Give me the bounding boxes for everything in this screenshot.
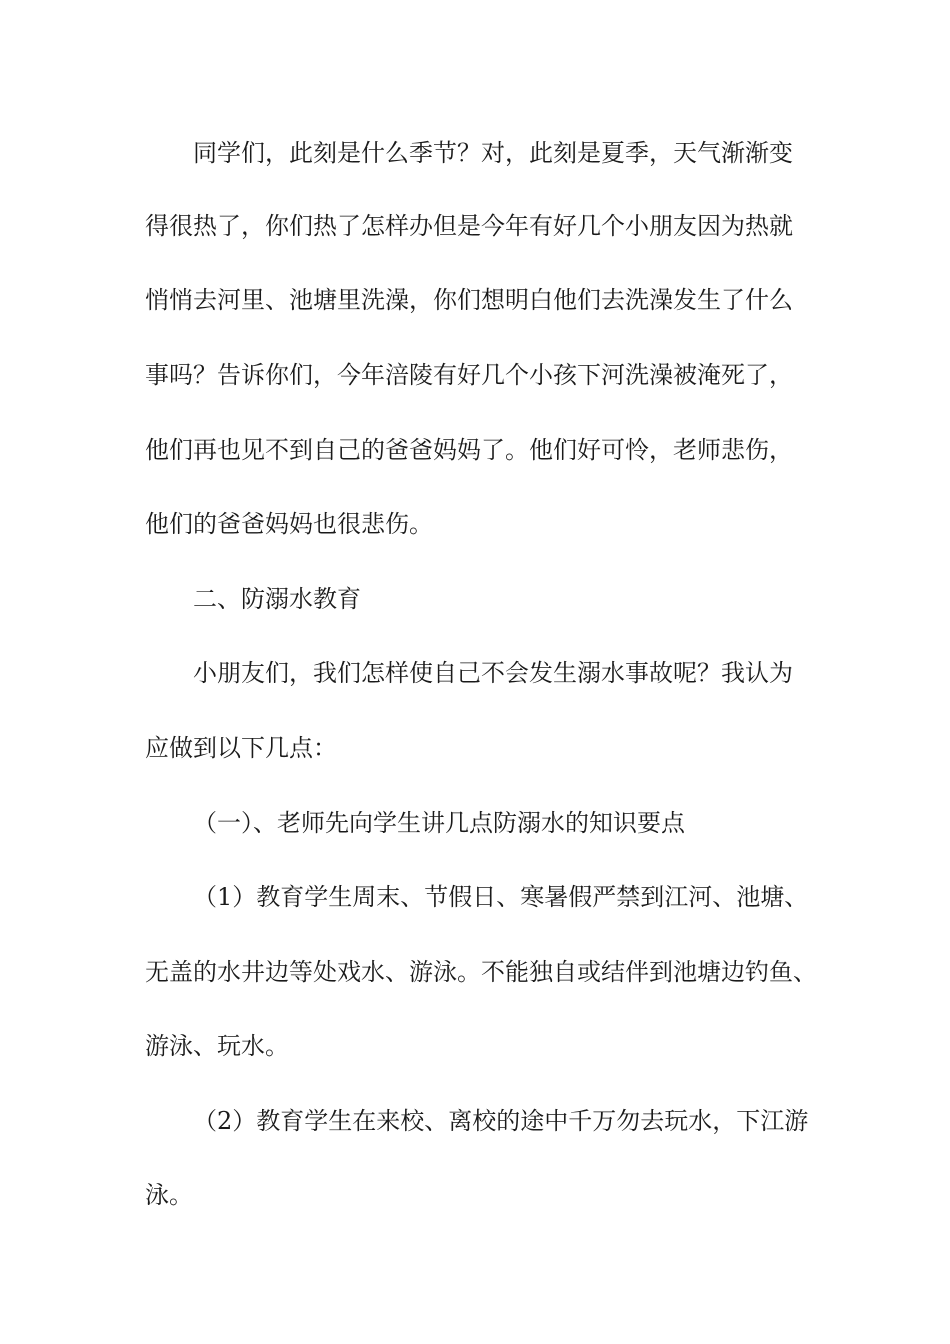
paragraph-1-line-6: 他们的爸爸妈妈也很悲伤。	[145, 510, 433, 538]
paragraph-2-line-1: 小朋友们，我们怎样使自己不会发生溺水事故呢？我认为	[193, 659, 793, 687]
paragraph-1-line-4: 事吗？告诉你们，今年涪陵有好几个小孩下河洗澡被淹死了，	[145, 361, 793, 389]
section-heading: 二、防溺水教育	[193, 585, 361, 613]
item-1-line-2: 无盖的水井边等处戏水、游泳。不能独自或结伴到池塘边钓鱼、	[145, 958, 817, 986]
paragraph-2-line-2: 应做到以下几点：	[145, 734, 337, 762]
paragraph-1-line-5: 他们再也见不到自己的爸爸妈妈了。他们好可怜，老师悲伤，	[145, 436, 793, 464]
item-1-line-1: （1）教育学生周末、节假日、寒暑假严禁到江河、池塘、	[193, 883, 809, 911]
subsection-heading: （一）、老师先向学生讲几点防溺水的知识要点	[193, 809, 685, 837]
paragraph-1-line-1: 同学们，此刻是什么季节？对，此刻是夏季，天气渐渐变	[193, 139, 793, 167]
paragraph-1-line-3: 悄悄去河里、池塘里洗澡，你们想明白他们去洗澡发生了什么	[145, 286, 793, 314]
item-2-line-2: 泳。	[145, 1181, 193, 1209]
item-2-line-1: （2）教育学生在来校、离校的途中千万勿去玩水，下江游	[193, 1107, 809, 1135]
item-1-line-3: 游泳、玩水。	[145, 1032, 289, 1060]
paragraph-1-line-2: 得很热了，你们热了怎样办但是今年有好几个小朋友因为热就	[145, 212, 793, 240]
